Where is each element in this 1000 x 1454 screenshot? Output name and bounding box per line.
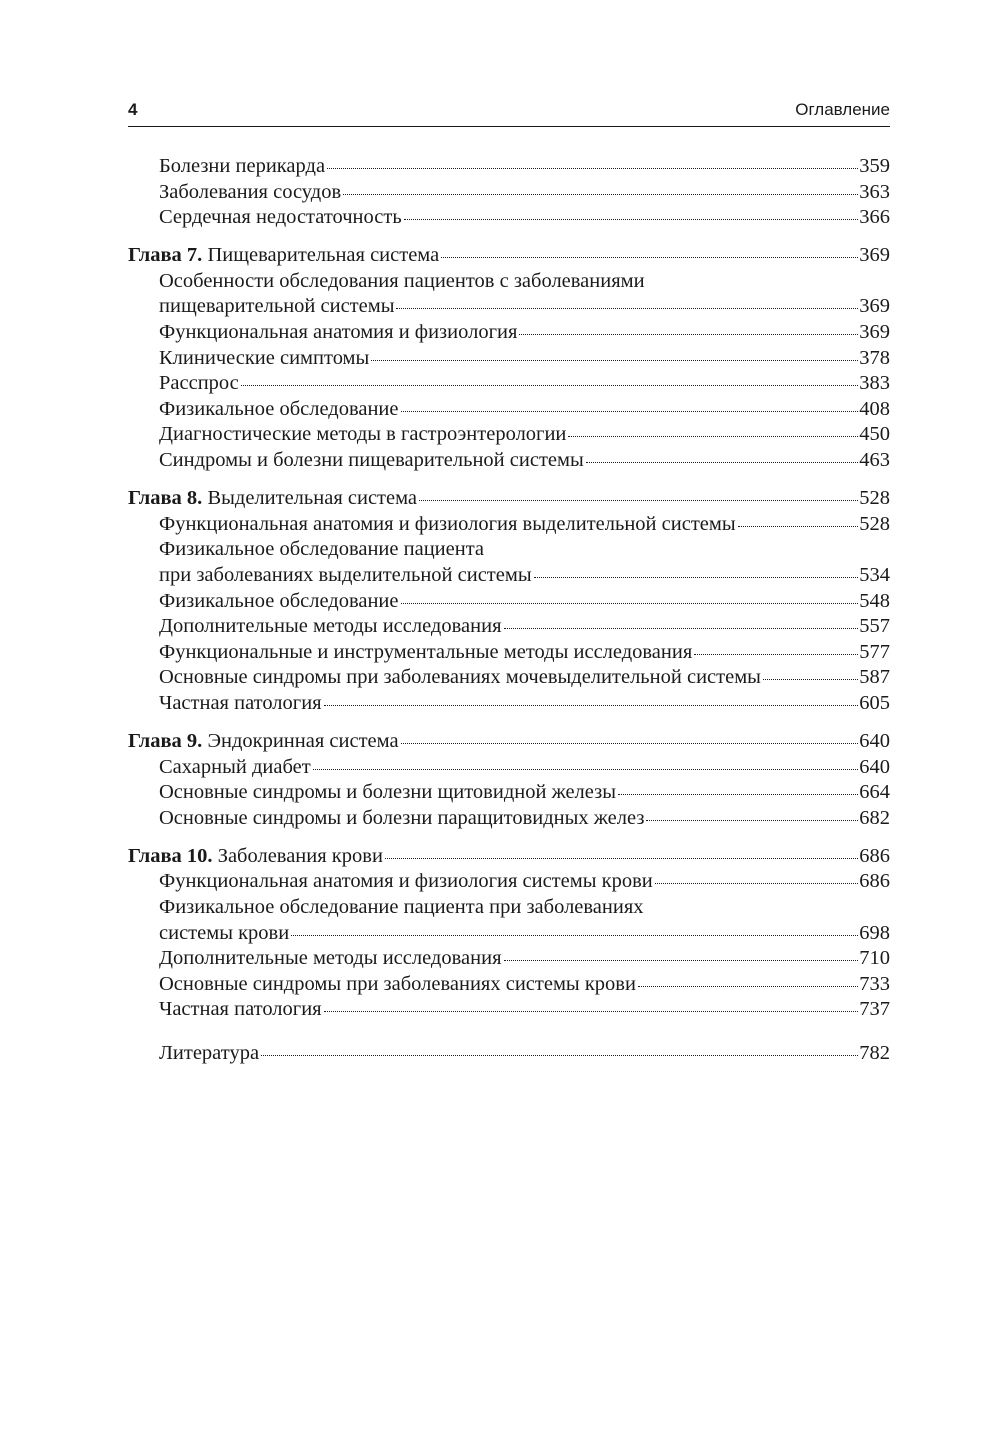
- dot-leader: [568, 435, 858, 437]
- dot-leader: [327, 167, 858, 169]
- dot-leader: [586, 461, 858, 463]
- toc-entry-page: 363: [859, 180, 890, 203]
- toc-entry-title: Сердечная недостаточность: [159, 206, 402, 229]
- dot-leader: [638, 985, 858, 987]
- toc-entry-page: 640: [859, 755, 890, 778]
- dot-leader: [504, 959, 859, 961]
- toc-entry-page: 710: [859, 947, 890, 970]
- toc-chapter-title: Глава 9. Эндокринная система: [128, 729, 399, 752]
- toc-entry-title: Литература: [159, 1042, 260, 1064]
- dot-leader: [763, 678, 858, 680]
- chapter-label: Глава 10.: [128, 844, 213, 867]
- toc-entry-title: Функциональная анатомия и физиология: [159, 321, 518, 344]
- toc-entry-page: 737: [859, 998, 890, 1021]
- dot-leader: [646, 819, 858, 821]
- toc-entry[interactable]: [128, 921, 890, 947]
- page-number: 4: [128, 100, 138, 119]
- toc-entry[interactable]: [128, 371, 890, 397]
- dot-leader: [534, 576, 859, 578]
- chapter-label: Глава 8.: [128, 487, 203, 510]
- toc-entry-title: Дополнительные методы исследования: [159, 615, 502, 638]
- toc-entry-page: 686: [859, 870, 890, 893]
- toc-entry-title: Основные синдромы при заболеваниях системы крови: [159, 972, 636, 995]
- chapter-label: Глава 7.: [128, 244, 203, 267]
- toc-entry-title-line1: Физикальное обследование пациента: [159, 538, 485, 561]
- toc-entry-title-line1: Физикальное обследование пациента при заболеваниях: [159, 896, 644, 919]
- toc-entry-title: Синдромы и болезни пищеварительной системы: [159, 449, 584, 472]
- running-header: [128, 98, 890, 127]
- toc-entry[interactable]: [128, 589, 890, 615]
- toc-chapter-title: Глава 7. Пищеварительная система: [128, 244, 440, 267]
- dot-leader: [738, 525, 859, 527]
- dot-leader: [504, 627, 859, 629]
- toc-entry-title: системы крови: [159, 921, 290, 944]
- toc-entry-page: 359: [859, 155, 890, 177]
- toc-entry-page: 366: [859, 206, 890, 229]
- dot-leader: [371, 359, 858, 361]
- toc-entry-literature[interactable]: [128, 1041, 890, 1067]
- toc-entry[interactable]: [128, 397, 890, 423]
- toc-entry-page: 548: [859, 589, 890, 612]
- toc-entry-title: Диагностические методы в гастроэнтерологии: [159, 423, 567, 446]
- toc-entry-title-line1: Особенности обследования пациентов с заболеваниями: [159, 269, 645, 292]
- toc-entry-page: 534: [859, 563, 890, 586]
- toc-entry[interactable]: [128, 780, 890, 806]
- dot-leader: [404, 218, 859, 220]
- table-of-contents: [128, 154, 890, 1067]
- toc-entry[interactable]: [128, 422, 890, 448]
- toc-entry-title: Основные синдромы и болезни щитовидной железы: [159, 781, 617, 804]
- toc-entry-page: 463: [859, 449, 890, 472]
- toc-entry[interactable]: [128, 205, 890, 231]
- toc-entry-title: Заболевания сосудов: [159, 180, 342, 203]
- toc-entry-page: 383: [859, 372, 890, 395]
- dot-leader: [313, 768, 859, 770]
- dot-leader: [694, 653, 858, 655]
- toc-entry[interactable]: [128, 180, 890, 206]
- header-title: Оглавление: [795, 100, 890, 119]
- dot-leader: [343, 193, 858, 195]
- dot-leader: [419, 499, 858, 501]
- toc-entry-page: 640: [859, 729, 890, 752]
- toc-entry[interactable]: [128, 294, 890, 320]
- toc-entry-page: 733: [859, 972, 890, 995]
- toc-entry-page: 698: [859, 921, 890, 944]
- dot-leader: [618, 793, 858, 795]
- toc-entry[interactable]: [128, 806, 890, 832]
- dot-leader: [324, 704, 859, 706]
- toc-entry[interactable]: [128, 346, 890, 372]
- dot-leader: [396, 307, 858, 309]
- dot-leader: [261, 1054, 858, 1056]
- toc-entry-page: 557: [859, 615, 890, 638]
- toc-entry-page: 408: [859, 397, 890, 420]
- toc-entry-page: 587: [859, 666, 890, 689]
- toc-chapter-title: Глава 10. Заболевания крови: [128, 844, 383, 867]
- toc-entry-title: Физикальное обследование: [159, 589, 399, 612]
- dot-leader: [441, 256, 858, 258]
- chapter-label: Глава 9.: [128, 729, 203, 752]
- toc-entry[interactable]: [128, 946, 890, 972]
- toc-entry[interactable]: [128, 512, 890, 538]
- toc-entry-page: 577: [859, 640, 890, 663]
- toc-entry-page: 378: [859, 346, 890, 369]
- toc-entry-title: Клинические симптомы: [159, 346, 370, 369]
- dot-leader: [401, 602, 859, 604]
- toc-entry[interactable]: [128, 640, 890, 666]
- toc-entry-page: 664: [859, 781, 890, 804]
- toc-entry[interactable]: [128, 448, 890, 474]
- toc-entry[interactable]: [128, 563, 890, 589]
- dot-leader: [385, 857, 858, 859]
- toc-entry-title: Частная патология: [159, 998, 322, 1021]
- toc-entry[interactable]: [128, 154, 890, 180]
- toc-entry-page: 528: [859, 487, 890, 510]
- toc-entry-page: 369: [859, 295, 890, 318]
- dot-leader: [401, 742, 859, 744]
- toc-entry[interactable]: [128, 691, 890, 717]
- toc-entry-title: Основные синдромы и болезни паращитовидных желез: [159, 806, 645, 829]
- toc-entry-title: Болезни перикарда: [159, 155, 326, 177]
- toc-entry[interactable]: [128, 665, 890, 691]
- toc-chapter-10[interactable]: [128, 844, 890, 870]
- toc-entry[interactable]: [128, 997, 890, 1023]
- toc-entry[interactable]: [128, 614, 890, 640]
- dot-leader: [401, 410, 859, 412]
- toc-entry-page: 369: [859, 321, 890, 344]
- toc-entry[interactable]: [128, 755, 890, 781]
- toc-chapter-7[interactable]: [128, 243, 890, 269]
- toc-entry-page: 682: [859, 806, 890, 829]
- toc-entry-title: Основные синдромы при заболеваниях мочевыделительной системы: [159, 666, 761, 689]
- toc-entry-title: Функциональные и инструментальные методы исследования: [159, 640, 693, 663]
- dot-leader: [291, 934, 858, 936]
- toc-entry-title: при заболеваниях выделительной системы: [159, 563, 532, 586]
- toc-entry-page: 605: [859, 691, 890, 714]
- toc-entry-title: Функциональная анатомия и физиология системы крови: [159, 870, 653, 893]
- toc-entry-page: 686: [859, 844, 890, 867]
- toc-entry-title: пищеварительной системы: [159, 295, 395, 318]
- dot-leader: [519, 333, 858, 335]
- toc-entry-title: Функциональная анатомия и физиология выделительной системы: [159, 512, 736, 535]
- toc-chapter-9[interactable]: [128, 729, 890, 755]
- toc-entry-page: 528: [859, 512, 890, 535]
- toc-entry-title: Физикальное обследование: [159, 397, 399, 420]
- toc-entry-page: 450: [859, 423, 890, 446]
- dot-leader: [241, 384, 858, 386]
- toc-entry-title: Частная патология: [159, 691, 322, 714]
- toc-chapter-title: Глава 8. Выделительная система: [128, 487, 418, 510]
- dot-leader: [655, 882, 859, 884]
- toc-entry-title: Сахарный диабет: [159, 755, 311, 778]
- toc-entry[interactable]: [128, 320, 890, 346]
- toc-entry-page: 369: [859, 244, 890, 267]
- toc-entry-title: Дополнительные методы исследования: [159, 947, 502, 970]
- toc-entry-title: Расспрос: [159, 372, 239, 395]
- dot-leader: [324, 1010, 859, 1012]
- toc-chapter-8[interactable]: [128, 486, 890, 512]
- toc-entry-page: 782: [859, 1042, 890, 1064]
- toc-entry[interactable]: [128, 869, 890, 895]
- toc-entry[interactable]: [128, 972, 890, 998]
